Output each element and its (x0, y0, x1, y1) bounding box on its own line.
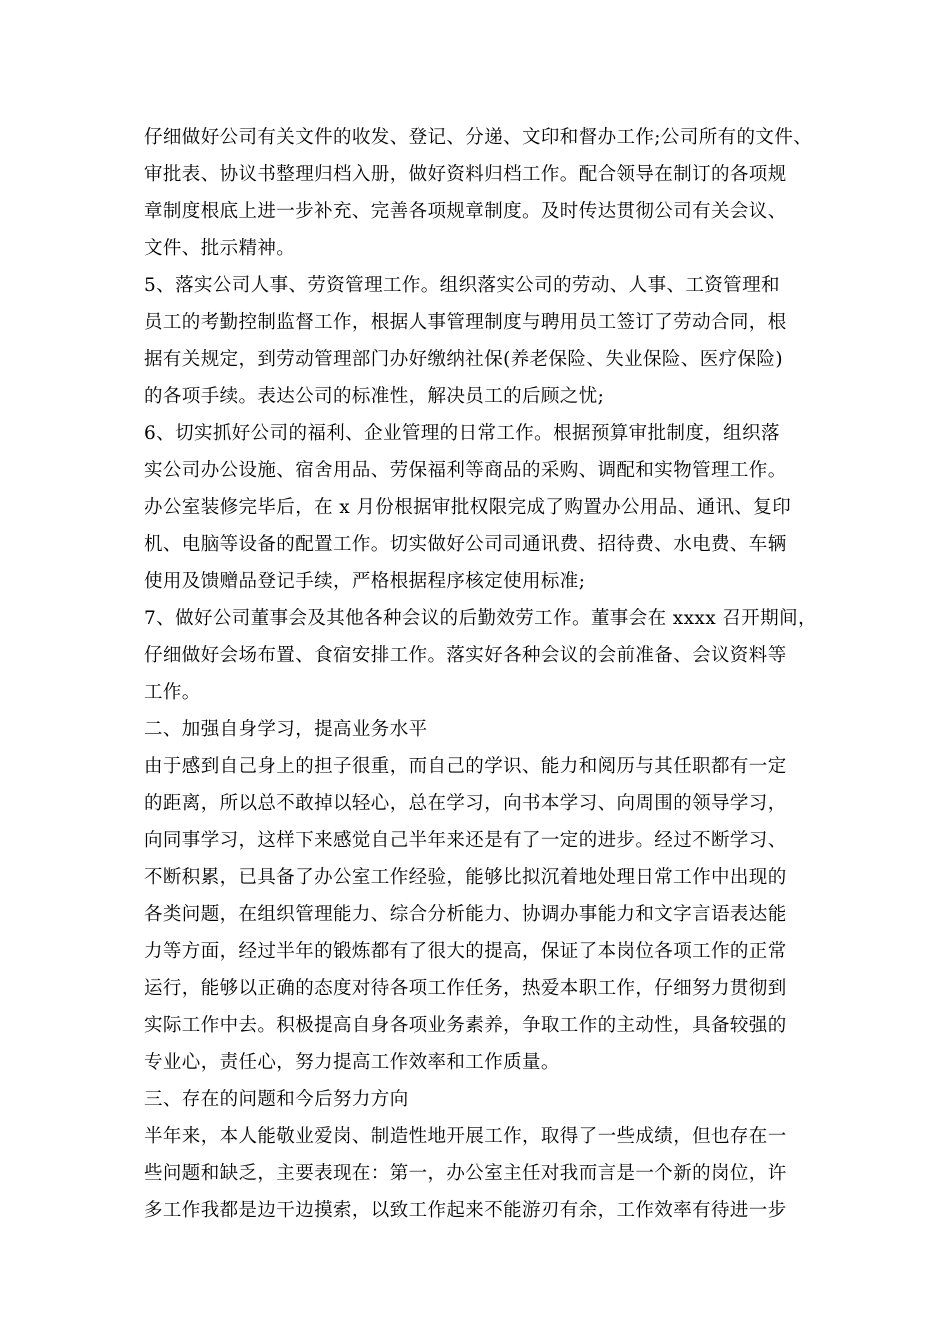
text-line: 文件、批示精神。 (144, 238, 296, 259)
text-line: 运行，能够以正确的态度对待各项工作任务，热爱本职工作，仔细努力贯彻到 (144, 978, 787, 999)
text-line: 6、切实抓好公司的福利、企业管理的日常工作。根据预算审批制度，组织落 (144, 423, 780, 444)
text-line: 多工作我都是边干边摸索，以致工作起来不能游刃有余，工作效率有待进一步 (144, 1200, 787, 1221)
text-line: 实际工作中去。积极提高自身各项业务素养，争取工作的主动性，具备较强的 (144, 1015, 787, 1036)
text-line: 的距离，所以总不敢掉以轻心，总在学习，向书本学习、向周围的领导学习， (144, 793, 787, 814)
text-line: 力等方面，经过半年的锻炼都有了很大的提高，保证了本岗位各项工作的正常 (144, 941, 787, 962)
text-line: 机、电脑等设备的配置工作。切实做好公司司通讯费、招待费、水电费、车辆 (144, 534, 787, 555)
text-line: 些问题和缺乏，主要表现在：第一，办公室主任对我而言是一个新的岗位，许 (144, 1163, 787, 1184)
text-line: 不断积累，已具备了办公室工作经验，能够比拟沉着地处理日常工作中出现的 (144, 867, 787, 888)
text-line: 工作。 (144, 682, 201, 703)
text-line: 专业心，责任心，努力提高工作效率和工作质量。 (144, 1052, 560, 1073)
text-line: 各类问题，在组织管理能力、综合分析能力、协调办事能力和文字言语表达能 (144, 904, 787, 925)
text-line: 半年来，本人能敬业爱岗、制造性地开展工作，取得了一些成绩，但也存在一 (144, 1126, 787, 1147)
section-heading: 二、加强自身学习，提高业务水平 (144, 719, 428, 740)
text-line: 实公司办公设施、宿舍用品、劳保福利等商品的采购、调配和实物管理工作。 (144, 460, 787, 481)
text-line: 章制度根底上进一步补充、完善各项规章制度。及时传达贯彻公司有关会议、 (144, 201, 787, 222)
text-line: 5、落实公司人事、劳资管理工作。组织落实公司的劳动、人事、工资管理和 (144, 275, 780, 296)
text-line: 仔细做好会场布置、食宿安排工作。落实好各种会议的会前准备、会议资料等 (144, 645, 787, 666)
text-line: 由于感到自己身上的担子很重，而自己的学识、能力和阅历与其任职都有一定 (144, 756, 787, 777)
text-line: 员工的考勤控制监督工作，根据人事管理制度与聘用员工签订了劳动合同，根 (144, 312, 787, 333)
text-line: 审批表、协议书整理归档入册，做好资料归档工作。配合领导在制订的各项规 (144, 164, 787, 185)
text-line: 的各项手续。表达公司的标准性，解决员工的后顾之忧; (144, 386, 605, 407)
text-line: 仔细做好公司有关文件的收发、登记、分递、文印和督办工作;公司所有的文件、 (144, 127, 813, 148)
text-line: 据有关规定，到劳动管理部门办好缴纳社保(养老保险、失业保险、医疗保险) (144, 349, 783, 370)
text-line: 使用及馈赠品登记手续，严格根据程序核定使用标准; (144, 571, 586, 592)
section-heading: 三、存在的问题和今后努力方向 (144, 1089, 409, 1110)
text-line: 向同事学习，这样下来感觉自己半年来还是有了一定的进步。经过不断学习、 (144, 830, 787, 851)
text-line: 办公室装修完毕后，在 x 月份根据审批权限完成了购置办公用品、通讯、复印 (144, 497, 792, 518)
text-line: 7、做好公司董事会及其他各种会议的后勤效劳工作。董事会在 xxxx 召开期间， (144, 608, 817, 629)
